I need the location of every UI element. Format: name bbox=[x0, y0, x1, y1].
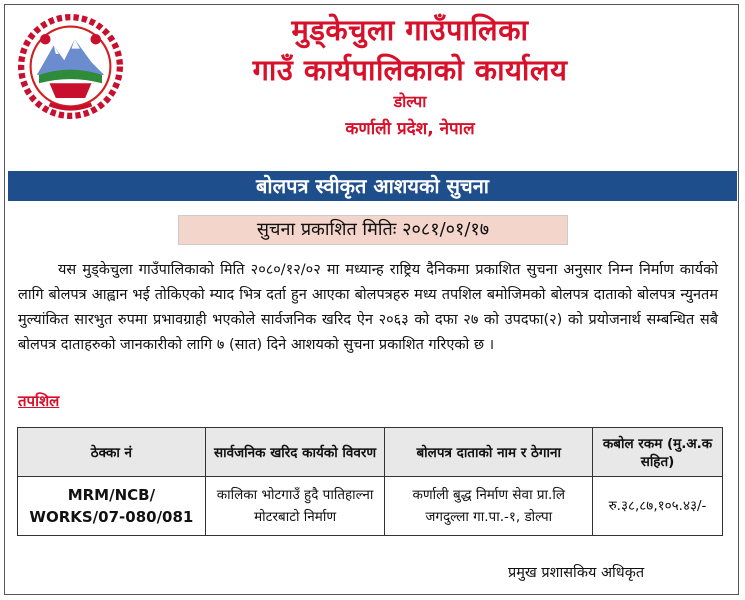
table-row bbox=[18, 477, 723, 536]
office-name: गाउँ कार्यपालिकाको कार्यालय bbox=[252, 53, 568, 87]
nepal-government-emblem-icon bbox=[18, 14, 123, 119]
column-header-amount: कबोल रकम (मु.अ.क सहित) bbox=[593, 428, 723, 477]
office-header bbox=[130, 10, 690, 144]
column-header-contract-no: ठेक्का नं bbox=[18, 428, 206, 477]
bidder-cell: कर्णाली बुद्ध निर्माण सेवा प्रा.लि जगदुल्ला गा.पा.-१, डोल्पा bbox=[385, 477, 593, 536]
signatory-title: प्रमुख प्रशासकिय अधिकृत bbox=[508, 565, 645, 581]
contract-details-table bbox=[17, 427, 723, 536]
municipality-name: मुड्केचुला गाउँपालिका bbox=[291, 13, 529, 47]
district-name: डोल्पा bbox=[393, 92, 427, 111]
column-header-bidder: बोलपत्र दाताको नाम र ठेगाना bbox=[385, 428, 593, 477]
notice-title-banner: बोलपत्र स्वीकृत आशयको सुचना bbox=[8, 171, 737, 201]
table-header-row bbox=[18, 428, 723, 477]
contract-number-cell: MRM/NCB/ WORKS/07-080/081 bbox=[18, 477, 206, 536]
province-country: कर्णाली प्रदेश, नेपाल bbox=[345, 119, 475, 139]
column-header-work-description: सार्वजनिक खरिद कार्यको विवरण bbox=[205, 428, 385, 477]
details-label: तपशिल bbox=[18, 392, 60, 410]
bid-amount-cell: रु.३८,८७,१०५.४३/- bbox=[593, 477, 723, 536]
notice-body-paragraph: यस मुड्केचुला गाउँपालिकाको मिति २०८०/१२/०२ मा मध्यान्ह राष्ट्रिय दैनिकमा प्रकाशित सुचना अनुसार निम्न निर्माण कार्यको लागि बोलपत्र आह्वान भई तोकिएको म्याद भित्र दर्ता हुन आएका बोलपत्रहरु मध्य तपशिल बमोजिमको बोलपत्र दाताको बोलपत्र न्युनतम मुल्यांकित सारभुत रुपमा प्रभावग्राही भएकोले सार्वजनिक खरिद ऐन २०६३ को दफा २७ को उपदफा(२) को प्रयोजनार्थ सम्बन्धित सबै बोलपत्र दाताहरुको जानकारीको लागि ७ (सात) दिने आशयको सुचना प्रकाशित गरिएको छ । bbox=[18, 262, 718, 353]
work-description-cell: कालिका भोटगाउँ हुदै पातिहाल्ना मोटरबाटो निर्माण bbox=[205, 477, 385, 536]
publish-date-box: सुचना प्रकाशित मितिः २०८१/०१/१७ bbox=[178, 215, 568, 245]
